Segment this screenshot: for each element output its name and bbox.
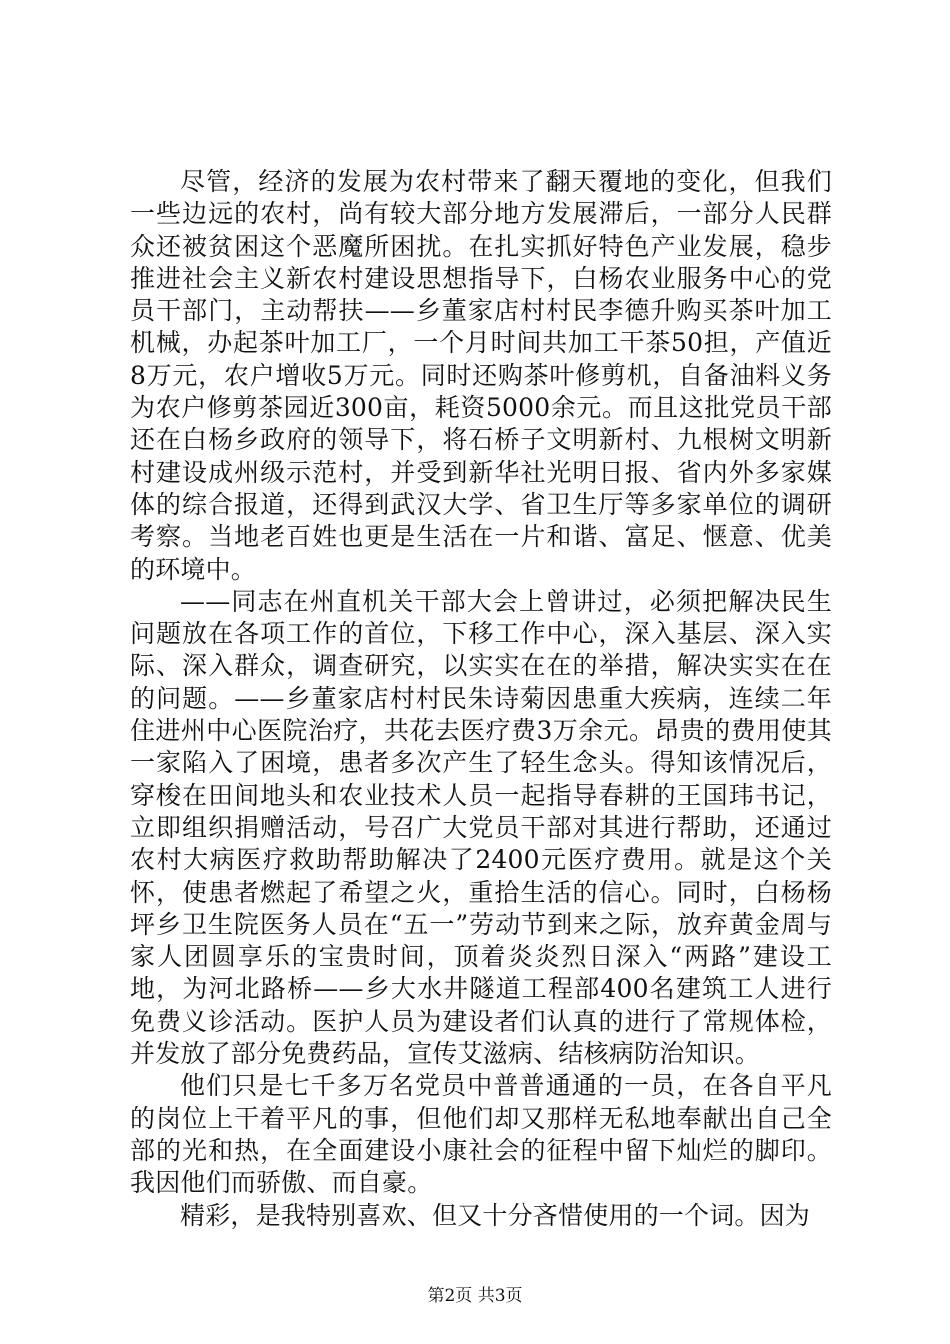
document-body bbox=[130, 166, 832, 1232]
paragraph-1: 尽管，经济的发展为农村带来了翻天覆地的变化，但我们一些边远的农村，尚有较大部分地方发展滞后，一部分人民群众还被贫困这个恶魔所困扰。在扎实抓好特色产业发展，稳步推进社会主义新农村建设思想指导下，白杨农业服务中心的党员干部门，主动帮扶——乡董家店村村民李德升购买茶叶加工机械，办起茶叶加工厂，一个月时间共加工干茶50担，产值近8万元，农户增收5万元。同时还购茶叶修剪机，自备油料义务为农户修剪茶园近300亩，耗资5000余元。而且这批党员干部还在白杨乡政府的领导下，将石桥子文明新村、九根树文明新村建设成州级示范村，并受到新华社光明日报、省内外多家媒体的综合报道，还得到武汉大学、省卫生厅等多家单位的调研考察。当地老百姓也更是生活在一片和谐、富足、惬意、优美的环境中。 bbox=[130, 167, 832, 584]
paragraph-3: 他们只是七千多万名党员中普普通通的一员，在各自平凡的岗位上干着平凡的事，但他们却又那样无私地奉献出自己全部的光和热，在全面建设小康社会的征程中留下灿烂的脚印。我因他们而骄傲、而自豪。 bbox=[130, 1071, 832, 1198]
paragraph-4: 精彩，是我特别喜欢、但又十分吝惜使用的一个词。因为 bbox=[180, 1200, 811, 1230]
paragraph-2: ——同志在州直机关干部大会上曾讲过，必须把解决民生问题放在各项工作的首位，下移工作中心，深入基层、深入实际、深入群众，调查研究，以实实在在的举措，解决实实在在的问题。——乡董家店村村民朱诗菊因患重大疾病，连续二年住进州中心医院治疗，共花去医疗费3万余元。昂贵的费用使其一家陷入了困境，患者多次产生了轻生念头。得知该情况后，穿梭在田间地头和农业技术人员一起指导春耕的王国玮书记，立即组织捐赠活动，号召广大党员干部对其进行帮助，还通过农村大病医疗救助帮助解决了2400元医疗费用。就是这个关怀，使患者燃起了希望之火，重拾生活的信心。同时，白杨杨坪乡卫生院医务人员在“五一”劳动节到来之际，放弃黄金周与家人团圆享乐的宝贵时间，顶着炎炎烈日深入“两路”建设工地，为河北路桥——乡大水井隧道工程部400名建筑工人进行免费义诊活动。医护人员为建设者们认真的进行了常规体检，并发放了部分免费药品，宣传艾滋病、结核病防治知识。 bbox=[130, 586, 832, 1069]
page-number-footer: 第2页 共3页 bbox=[427, 1286, 523, 1306]
